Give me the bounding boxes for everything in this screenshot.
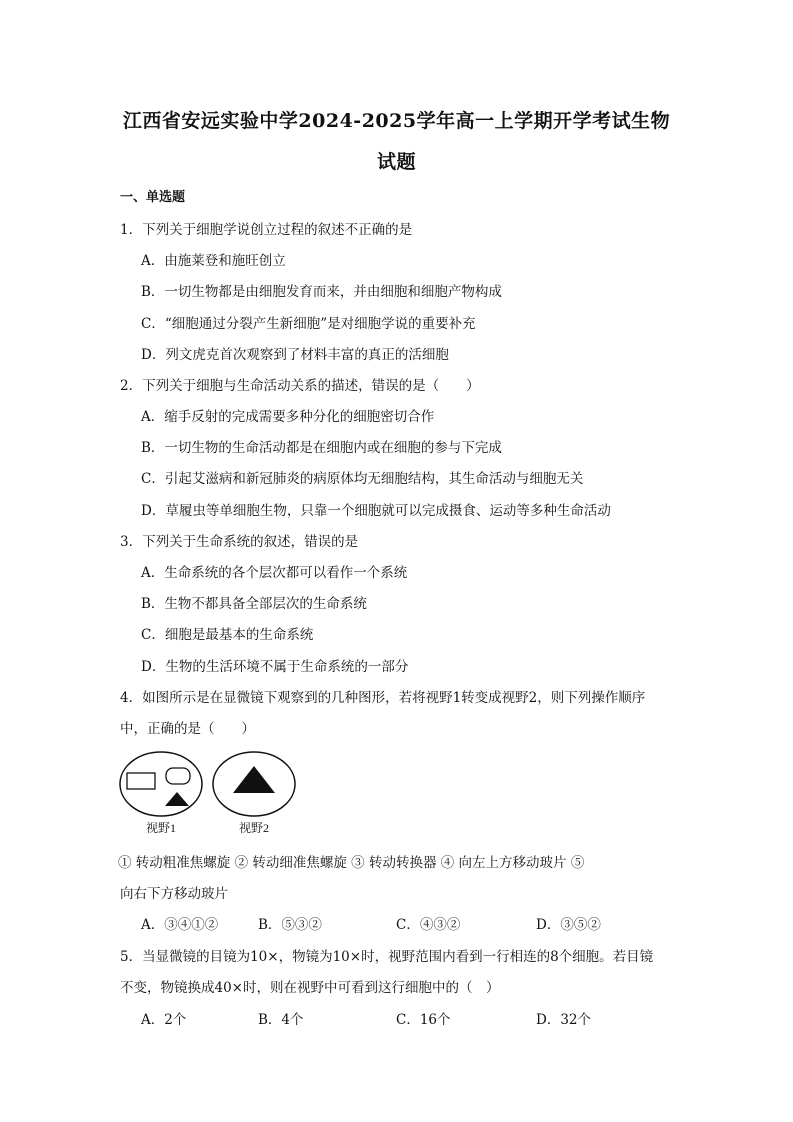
question-2-option-b: B．一切生物的生命活动都是在细胞内或在细胞的参与下完成: [141, 440, 502, 456]
question-4-steps-line-2: 向右下方移动玻片: [120, 886, 228, 902]
question-4-stem-line-2: 中，正确的是（ ）: [120, 721, 255, 737]
microscope-field-figure: [116, 748, 300, 836]
question-3-stem: 3．下列关于生命系统的叙述，错误的是: [120, 534, 359, 550]
question-4-options: [141, 913, 661, 933]
question-5-stem-line-1: 5．当显微镜的目镜为10×，物镜为10×时，视野范围内看到一行相连的8个细胞。若目镜: [120, 949, 654, 965]
question-2-option-d: D．草履虫等单细胞生物，只靠一个细胞就可以完成摄食、运动等多种生命活动: [141, 503, 611, 519]
question-4-steps-line-1: ① 转动粗准焦螺旋 ② 转动细准焦螺旋 ③ 转动转换器 ④ 向左上方移动玻片 ⑤: [118, 855, 585, 871]
question-3-option-c: C．细胞是最基本的生命系统: [141, 627, 314, 643]
rounded-rectangle-shape: [166, 768, 190, 784]
question-5-option-a: A．2个: [141, 1012, 187, 1028]
question-5-option-d: D．32个: [536, 1012, 592, 1028]
question-1-stem: 1．下列关于细胞学说创立过程的叙述不正确的是: [120, 222, 413, 238]
question-3-option-a: A．生命系统的各个层次都可以看作一个系统: [141, 565, 408, 581]
question-4-option-c: C．④③②: [396, 917, 461, 933]
question-1-option-d: D．列文虎克首次观察到了材料丰富的真正的活细胞: [141, 347, 449, 363]
document-title-line-1: 江西省安远实验中学2024-2025学年高一上学期开学考试生物: [122, 110, 671, 132]
small-triangle-shape: [165, 792, 189, 806]
large-triangle-shape: [233, 766, 275, 793]
question-5-stem-line-2: 不变，物镜换成40×时，则在视野中可看到这行细胞中的（ ）: [120, 980, 500, 996]
question-2-option-c: C．引起艾滋病和新冠肺炎的病原体均无细胞结构，其生命活动与细胞无关: [141, 471, 584, 487]
question-5-options: [141, 1008, 661, 1028]
question-1-option-a: A．由施莱登和施旺创立: [141, 253, 286, 269]
field-of-view-2-label: 视野2: [238, 821, 270, 835]
rectangle-shape: [127, 773, 155, 789]
question-3-option-b: B．生物不都具备全部层次的生命系统: [141, 596, 367, 612]
field-of-view-1-label: 视野1: [145, 821, 177, 835]
question-5-option-c: C．16个: [396, 1012, 451, 1028]
question-1-option-b: B．一切生物都是由细胞发育而来，并由细胞和细胞产物构成: [141, 284, 502, 300]
question-3-option-d: D．生物的生活环境不属于生命系统的一部分: [141, 659, 409, 675]
question-4-stem-line-1: 4．如图所示是在显微镜下观察到的几种图形，若将视野1转变成视野2，则下列操作顺序: [120, 690, 646, 706]
question-4-option-d: D．③⑤②: [536, 917, 601, 933]
field-of-view-1-circle: [120, 752, 202, 816]
question-1-option-c: C．“细胞通过分裂产生新细胞”是对细胞学说的重要补充: [141, 316, 476, 332]
document-title-line-2: 试题: [376, 151, 416, 173]
question-2-stem: 2．下列关于细胞与生命活动关系的描述，错误的是（ ）: [120, 378, 480, 394]
section-heading: 一、单选题: [120, 190, 186, 205]
question-5-option-b: B．4个: [258, 1012, 304, 1028]
question-4-option-a: A．③④①②: [141, 917, 219, 933]
question-4-option-b: B．⑤③②: [258, 917, 322, 933]
question-2-option-a: A．缩手反射的完成需要多种分化的细胞密切合作: [141, 409, 435, 425]
